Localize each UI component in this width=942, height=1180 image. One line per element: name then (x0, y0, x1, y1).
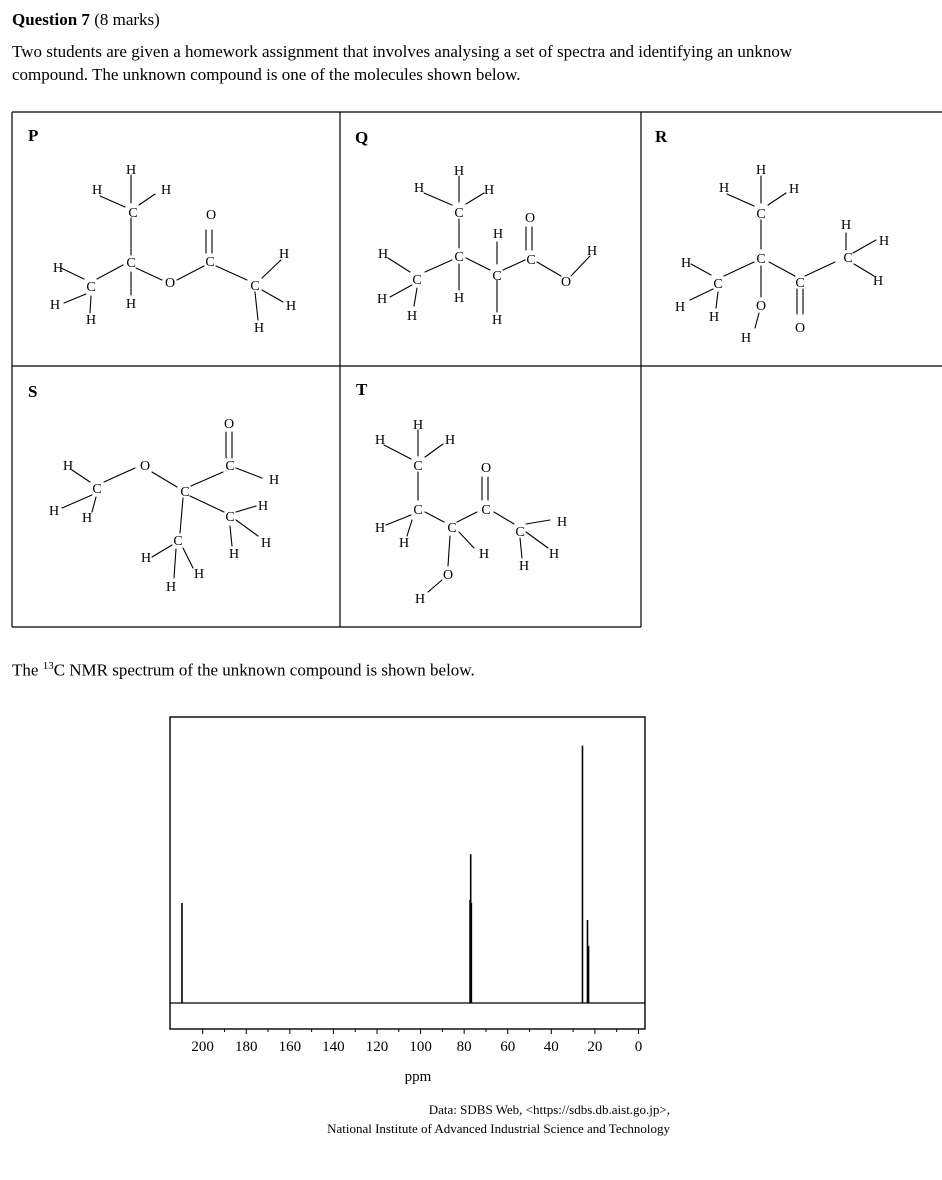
p-atom-c: C (86, 280, 96, 295)
question-marks: (8 marks) (94, 10, 160, 29)
x-axis-tick-labels (191, 1039, 642, 1055)
q-atom-h: H (586, 244, 598, 259)
t-atom-h: H (548, 547, 560, 562)
p-atom-o-carbonyl: O (205, 208, 217, 223)
molecule-label-s: S (28, 382, 38, 401)
q-atom-h: H (376, 292, 388, 307)
p-atom-h: H (285, 299, 297, 314)
r-atom-h: H (740, 331, 752, 346)
x-axis-ticks (203, 1029, 639, 1034)
molecule-label-q: Q (355, 128, 369, 147)
s-atom-c: C (225, 510, 235, 525)
s-atom-c: C (92, 482, 102, 497)
s-atom-o-ether: O (139, 459, 151, 474)
s-atom-o-carbonyl: O (223, 417, 235, 432)
t-atom-c-carbonyl: C (481, 503, 491, 518)
p-atom-c-carbonyl: C (205, 255, 215, 270)
t-atom-h: H (414, 592, 426, 607)
p-atom-h: H (125, 297, 137, 312)
data-credit (150, 1100, 670, 1138)
t-atom-h: H (444, 433, 456, 448)
t-atom-h: H (374, 521, 386, 536)
s-atom-h: H (165, 580, 177, 595)
credit-line-2: National Institute of Advanced Industrial Science and Technology (327, 1121, 670, 1136)
r-atom-h-top: H (755, 163, 767, 178)
x-tick-label: 40 (543, 1039, 559, 1055)
t-atom-h: H (518, 559, 530, 574)
r-atom-c: C (756, 207, 766, 222)
x-tick-label: 20 (587, 1039, 603, 1055)
r-atom-h: H (788, 182, 800, 197)
p-atom-c: C (128, 206, 138, 221)
s-atom-c: C (173, 534, 183, 549)
r-atom-h: H (680, 256, 692, 271)
q-atom-h: H (413, 181, 425, 196)
q-atom-c: C (454, 250, 464, 265)
r-atom-h: H (878, 234, 890, 249)
r-atom-h: H (872, 274, 884, 289)
t-atom-c: C (515, 525, 525, 540)
r-atom-h: H (708, 310, 720, 325)
p-atom-h-top: H (125, 163, 137, 178)
p-atom-h: H (52, 261, 64, 276)
spectrum-peaks (182, 746, 589, 1003)
plot-frame (170, 717, 645, 1029)
t-atom-h: H (556, 515, 568, 530)
t-atom-h-top: H (412, 418, 424, 433)
p-atom-h: H (85, 313, 97, 328)
s-atom-h: H (48, 504, 60, 519)
t-atom-c: C (413, 459, 423, 474)
p-atom-h: H (91, 183, 103, 198)
intro-line-2: compound. The unknown compound is one of the molecules shown below. (12, 65, 521, 84)
q-atom-o: O (560, 275, 572, 290)
x-tick-label: 180 (235, 1039, 258, 1055)
q-atom-h: H (483, 183, 495, 198)
p-atom-c: C (126, 256, 136, 271)
molecule-label-p: P (28, 126, 39, 145)
r-atom-h: H (674, 300, 686, 315)
x-tick-label: 120 (365, 1039, 389, 1055)
t-atom-c: C (413, 503, 423, 518)
p-atom-h: H (278, 247, 290, 262)
r-atom-h: H (840, 218, 852, 233)
spectrum-intro-prefix: The (12, 660, 43, 680)
s-atom-h: H (140, 551, 152, 566)
t-atom-o-hydroxyl: O (442, 568, 454, 583)
x-axis-label: ppm (404, 1069, 432, 1085)
p-atom-h: H (253, 321, 265, 336)
x-tick-label: 60 (500, 1039, 516, 1055)
question-number: Question 7 (12, 10, 90, 29)
s-atom-h: H (257, 499, 269, 514)
q-atom-c: C (492, 269, 502, 284)
credit-line-1: Data: SDBS Web, <https://sdbs.db.aist.go.jp>, (428, 1102, 670, 1117)
t-atom-h: H (478, 547, 490, 562)
q-atom-h: H (491, 313, 503, 328)
intro-line-1: Two students are given a homework assignment that involves analysing a set of spectra and identifying an unknow (12, 42, 793, 61)
r-atom-o-carbonyl: O (794, 321, 806, 336)
s-atom-h: H (228, 547, 240, 562)
t-atom-h: H (374, 433, 386, 448)
q-atom-c-carboxyl: C (526, 253, 536, 268)
q-atom-c: C (412, 273, 422, 288)
p-atom-h: H (160, 183, 172, 198)
molecule-label-r: R (655, 127, 668, 146)
x-tick-label: 160 (278, 1039, 302, 1055)
r-atom-c: C (843, 251, 853, 266)
p-atom-h: H (49, 298, 61, 313)
s-atom-h: H (62, 459, 74, 474)
p-atom-c: C (250, 279, 260, 294)
spectrum-intro-rest: C NMR spectrum of the unknown compound is shown below. (53, 660, 475, 680)
q-atom-h-top: H (453, 164, 465, 179)
r-atom-c: C (756, 252, 766, 267)
x-tick-label: 80 (456, 1039, 472, 1055)
r-atom-h: H (718, 181, 730, 196)
isotope-superscript: 13 (42, 660, 54, 672)
t-atom-c: C (447, 521, 457, 536)
q-atom-c: C (454, 206, 464, 221)
r-atom-c-carbonyl: C (795, 276, 805, 291)
q-atom-h: H (492, 227, 504, 242)
s-atom-h: H (260, 536, 272, 551)
q-atom-o-carbonyl: O (524, 211, 536, 226)
t-atom-h: H (398, 536, 410, 551)
s-atom-h: H (193, 567, 205, 582)
s-atom-h: H (81, 511, 93, 526)
r-atom-o-hydroxyl: O (755, 299, 767, 314)
molecule-label-t: T (356, 380, 368, 399)
x-tick-label: 200 (191, 1039, 214, 1055)
t-atom-o-carbonyl: O (480, 461, 492, 476)
x-tick-label: 140 (322, 1039, 345, 1055)
s-atom-c-aldehyde: C (225, 459, 235, 474)
s-atom-c: C (180, 485, 190, 500)
q-atom-h: H (453, 291, 465, 306)
q-atom-h: H (377, 247, 389, 262)
x-tick-label: 0 (634, 1039, 643, 1055)
q-atom-h: H (406, 309, 418, 324)
p-atom-o: O (164, 276, 176, 291)
x-tick-label: 100 (409, 1039, 432, 1055)
s-atom-h: H (268, 473, 280, 488)
r-atom-c: C (713, 277, 723, 292)
